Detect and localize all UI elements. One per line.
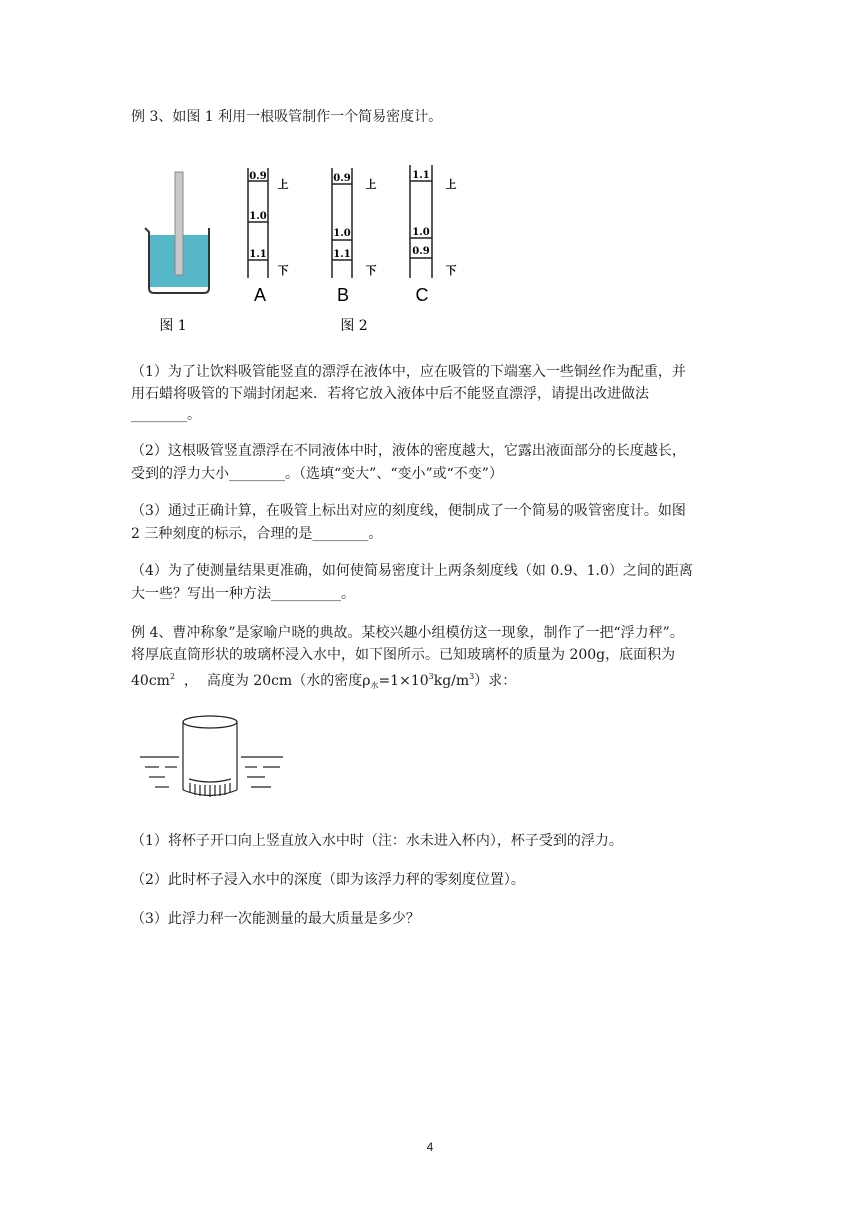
- tube-b-top-mark: 上: [365, 178, 377, 191]
- figure1-caption: 图 1: [159, 318, 187, 334]
- tube-a-letter: A: [253, 285, 267, 305]
- tube-c-label-1: 1.1: [412, 170, 430, 181]
- example3-q2-line1: （2）这根吸管竖直漂浮在不同液体中时，液体的密度越大，它露出液面部分的长度越长，: [131, 443, 686, 459]
- example4-q2: （2）此时杯子浸入水中的深度（即为该浮力秤的零刻度位置）。: [131, 872, 525, 888]
- floating-cup-figure: [135, 707, 285, 807]
- page-number: 4: [426, 1140, 434, 1154]
- tube-c: [410, 165, 457, 305]
- example4-line3: $40cm^2$ ， 高度为 20cm（水的密度$\rho_水=1\times 10^3kg/m^3$）求：: [131, 672, 517, 690]
- example3-q1-line1: （1）为了让饮料吸管能竖直的漂浮在液体中，应在吸管的下端塞入一些铜丝作为配重，并: [131, 364, 686, 380]
- tube-b-bottom-mark: 下: [365, 264, 377, 277]
- tube-c-letter: C: [415, 285, 429, 305]
- example3-q1-line3: ________。: [131, 407, 201, 423]
- example3-q4-line1: （4）为了使测量结果更准确，如何使简易密度计上两条刻度线（如 0.9、1.0）之间的距离: [131, 563, 693, 579]
- example3-q4-line2: 大一些？写出一种方法__________。: [131, 586, 355, 602]
- example3-q3-line1: （3）通过正确计算，在吸管上标出对应的刻度线，便制成了一个简易的吸管密度计。如图: [131, 503, 686, 519]
- example4-q3: （3）此浮力秤一次能测量的最大质量是多少？: [131, 911, 420, 927]
- example3-heading: 例 3、如图 1 利用一根吸管制作一个简易密度计。: [131, 109, 443, 125]
- beaker-with-straw: [145, 172, 209, 293]
- straw: [175, 172, 183, 275]
- example4-q1: （1）将杯子开口向上竖直放入水中时（注：水未进入杯内），杯子受到的浮力。: [131, 833, 623, 849]
- figure2-caption: 图 2: [340, 318, 368, 334]
- tube-a-label-3: 1.1: [249, 249, 267, 260]
- example4-line2: 将厚底直筒形状的玻璃杯浸入水中，如下图所示。已知玻璃杯的质量为 200g，底面积为: [131, 647, 676, 663]
- tube-b-label-2: 1.0: [333, 228, 351, 239]
- example3-q1-line2: 用石蜡将吸管的下端封闭起来．若将它放入液体中后不能竖直漂浮，请提出改进做法: [131, 386, 649, 402]
- tube-c-label-2: 1.0: [412, 227, 430, 238]
- tube-a-top-mark: 上: [277, 178, 289, 191]
- example4-line1: 例 4、曹冲称象”是家喻户晓的典故。某校兴趣小组模仿这一现象，制作了一把“浮力秤”。: [131, 625, 684, 641]
- example3-q2-line2: 受到的浮力大小________。（选填“变大”、“变小”或“不变”）: [131, 466, 503, 482]
- tube-b-letter: B: [336, 285, 350, 305]
- tube-b-label-1: 0.9: [333, 173, 351, 184]
- tube-b: [332, 168, 377, 305]
- tube-c-label-3: 0.9: [412, 246, 430, 257]
- tube-a-bottom-mark: 下: [277, 264, 289, 277]
- tube-a-label-1: 0.9: [249, 171, 267, 182]
- tube-c-bottom-mark: 下: [445, 264, 457, 277]
- tube-a-label-2: 1.0: [249, 211, 267, 222]
- tube-c-top-mark: 上: [445, 178, 457, 191]
- example3-q3-line2: 2 三种刻度的标示，合理的是________。: [131, 526, 383, 542]
- tube-b-label-3: 1.1: [333, 249, 351, 260]
- density-meter-figure: [135, 160, 475, 340]
- tube-a: [248, 168, 289, 305]
